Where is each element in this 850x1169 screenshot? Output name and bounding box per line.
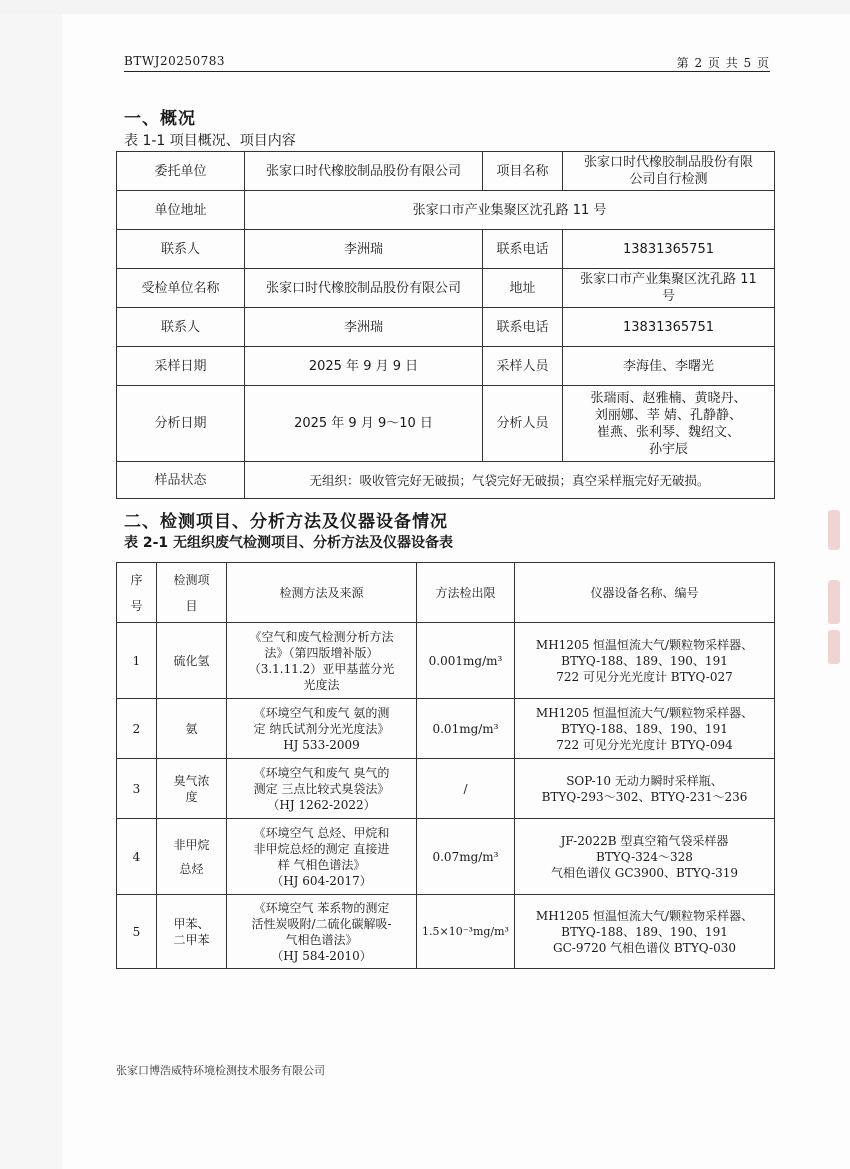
table-row: [117, 347, 775, 386]
page-indicator: 第 2 页 共 5 页: [676, 56, 770, 70]
analysis-date-value: 2025 年 9 月 9～10 日: [245, 386, 483, 462]
table-row: [117, 230, 775, 269]
row-limit: 0.07mg/m³: [417, 819, 515, 895]
table-1-caption: 表 1-1 项目概况、项目内容: [124, 133, 296, 149]
row-no: 4: [117, 819, 157, 895]
phone-value: 13831365751: [563, 308, 775, 347]
row-method: 《环境空气 苯系物的测定 活性炭吸附/二硫化碳解吸- 气相色谱法》 （HJ 584-2010）: [227, 895, 417, 969]
table-2-caption: 表 2-1 无组织废气检测项目、分析方法及仪器设备表: [124, 535, 454, 551]
row-item: 硫化氢: [157, 623, 227, 699]
row-equipment: MH1205 恒温恒流大气/颗粒物采样器、 BTYQ-188、189、190、191 GC-9720 气相色谱仪 BTYQ-030: [515, 895, 775, 969]
address-label: 单位地址: [117, 191, 245, 230]
project-overview-table: [116, 151, 775, 499]
project-name-value: 张家口时代橡胶制品股份有限 公司自行检测: [563, 152, 775, 191]
row-item: 非甲烷 总烃: [157, 819, 227, 895]
seal-bleed-mark: [828, 580, 840, 624]
footer-company: 张家口博浩威特环境检测技术服务有限公司: [116, 1064, 325, 1077]
analyst-value: 张瑞雨、赵雅楠、黄晓丹、 刘丽娜、莘 婧、孔静静、 崔燕、张利琴、魏绍文、 孙宇辰: [563, 386, 775, 462]
row-item: 甲苯、 二甲苯: [157, 895, 227, 969]
contact-label: 联系人: [117, 230, 245, 269]
analysis-date-label: 分析日期: [117, 386, 245, 462]
row-item: 氨: [157, 699, 227, 759]
seal-bleed-mark: [828, 630, 840, 664]
row-method: 《环境空气和废气 氨的测 定 纳氏试剂分光光度法》 HJ 533-2009: [227, 699, 417, 759]
sampling-date-value: 2025 年 9 月 9 日: [245, 347, 483, 386]
row-limit: 0.001mg/m³: [417, 623, 515, 699]
row-item: 臭气浓 度: [157, 759, 227, 819]
scan-shadow: [0, 0, 62, 1169]
table-row: [117, 819, 775, 895]
analyst-label: 分析人员: [483, 386, 563, 462]
table-row: [117, 269, 775, 308]
page-header: [124, 54, 770, 72]
table-row: [117, 623, 775, 699]
table-row: [117, 462, 775, 499]
table-row: [117, 308, 775, 347]
row-equipment: JF-2022B 型真空箱气袋采样器 BTYQ-324～328 气相色谱仪 GC3900、BTYQ-319: [515, 819, 775, 895]
col-header-limit: 方法检出限: [417, 563, 515, 623]
section-1-heading: 一、概况: [124, 109, 196, 129]
table-row: [117, 759, 775, 819]
sample-state-label: 样品状态: [117, 462, 245, 499]
client-value: 张家口时代橡胶制品股份有限公司: [245, 152, 483, 191]
inspected-address-label: 地址: [483, 269, 563, 308]
table-row: [117, 191, 775, 230]
table-header-row: [117, 563, 775, 623]
header-divider: [124, 71, 770, 72]
phone-label: 联系电话: [483, 230, 563, 269]
col-header-item: 检测项 目: [157, 563, 227, 623]
client-label: 委托单位: [117, 152, 245, 191]
row-limit: /: [417, 759, 515, 819]
row-method: 《环境空气和废气 臭气的 测定 三点比较式臭袋法》 （HJ 1262-2022）: [227, 759, 417, 819]
row-equipment: MH1205 恒温恒流大气/颗粒物采样器、 BTYQ-188、189、190、191 722 可见分光光度计 BTYQ-027: [515, 623, 775, 699]
seal-bleed-mark: [828, 510, 840, 550]
scan-shadow-top: [0, 0, 850, 14]
sample-state-value: 无组织：吸收管完好无破损；气袋完好无破损；真空采样瓶完好无破损。: [245, 462, 775, 499]
phone-label: 联系电话: [483, 308, 563, 347]
sampler-label: 采样人员: [483, 347, 563, 386]
row-equipment: MH1205 恒温恒流大气/颗粒物采样器、 BTYQ-188、189、190、191 722 可见分光光度计 BTYQ-094: [515, 699, 775, 759]
inspected-address-value: 张家口市产业集聚区沈孔路 11 号: [563, 269, 775, 308]
section-2-heading: 二、检测项目、分析方法及仪器设备情况: [124, 512, 448, 532]
row-limit: 0.01mg/m³: [417, 699, 515, 759]
address-value: 张家口市产业集聚区沈孔路 11 号: [245, 191, 775, 230]
contact-value: 李洲瑞: [245, 308, 483, 347]
col-header-equipment: 仪器设备名称、编号: [515, 563, 775, 623]
contact-value: 李洲瑞: [245, 230, 483, 269]
col-header-no: 序 号: [117, 563, 157, 623]
row-method: 《空气和废气检测分析方法 法》（第四版增补版） （3.1.11.2）亚甲基蓝分光 光度法: [227, 623, 417, 699]
contact-label: 联系人: [117, 308, 245, 347]
report-number: BTWJ20250783: [124, 54, 226, 68]
table-row: [117, 895, 775, 969]
row-no: 5: [117, 895, 157, 969]
row-equipment: SOP-10 无动力瞬时采样瓶、 BTYQ-293～302、BTYQ-231～236: [515, 759, 775, 819]
phone-value: 13831365751: [563, 230, 775, 269]
table-row: [117, 386, 775, 462]
sampling-date-label: 采样日期: [117, 347, 245, 386]
row-no: 3: [117, 759, 157, 819]
table-row: [117, 699, 775, 759]
method-equipment-table: [116, 562, 775, 969]
inspected-unit-value: 张家口时代橡胶制品股份有限公司: [245, 269, 483, 308]
row-no: 1: [117, 623, 157, 699]
project-name-label: 项目名称: [483, 152, 563, 191]
row-limit: 1.5×10⁻³mg/m³: [417, 895, 515, 969]
row-method: 《环境空气 总烃、甲烷和 非甲烷总烃的测定 直接进 样 气相色谱法》 （HJ 604-2017）: [227, 819, 417, 895]
table-row: [117, 152, 775, 191]
sampler-value: 李海佳、李曙光: [563, 347, 775, 386]
row-no: 2: [117, 699, 157, 759]
inspected-unit-label: 受检单位名称: [117, 269, 245, 308]
col-header-method: 检测方法及来源: [227, 563, 417, 623]
